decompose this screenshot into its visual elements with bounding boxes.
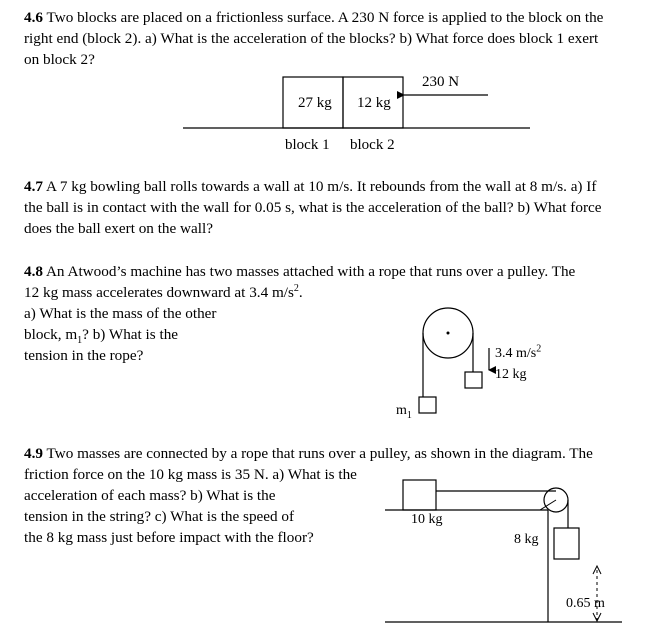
block-2-label: block 2 <box>350 137 395 153</box>
force-label: 230 N <box>422 74 460 90</box>
problem-number: 4.9 <box>24 445 43 462</box>
text-line: the ball is in contact with the wall for 0.05 s, what is the acceleration of the ball? b) What force <box>24 199 602 216</box>
text-line: tension in the rope? <box>24 347 144 364</box>
acceleration-label: 3.4 $m/s^2$ <box>495 343 542 361</box>
text-line: An Atwood’s machine has two masses attached with a rope that runs over a pulley. The <box>45 263 576 280</box>
m1-label: $m_1$ <box>396 403 412 421</box>
text-line: 12 kg mass accelerates downward at 3.4 $m/s^2$. <box>24 282 303 301</box>
problem-4-7-text <box>24 176 644 239</box>
text-line: block, $m_1$? b) What is the <box>24 326 179 347</box>
problem-4-8-text <box>24 261 644 366</box>
mass-8kg-label: 8 kg <box>514 532 539 547</box>
block-1-mass-label: 27 kg <box>298 95 332 111</box>
text-line: tension in the string? c) What is the speed of <box>24 508 295 525</box>
block-2-mass-label: 12 kg <box>357 95 391 111</box>
text-line: a) What is the mass of the other <box>24 305 217 322</box>
text-line: right end (block 2). a) What is the acceleration of the blocks? b) What force does block 1 exert <box>24 30 599 47</box>
text-line: acceleration of each mass? b) What is the <box>24 487 276 504</box>
block-1-label: block 1 <box>285 137 330 153</box>
problem-number: 4.8 <box>24 263 43 280</box>
text-line: friction force on the 10 kg mass is 35 N. a) What is the <box>24 466 357 483</box>
mass-12kg <box>465 372 482 388</box>
problem-number: 4.6 <box>24 9 43 26</box>
problem-number: 4.7 <box>24 178 43 195</box>
text-line: Two masses are connected by a rope that runs over a pulley, as shown in the diagram. The <box>46 445 593 462</box>
mass-12kg-label: 12 kg <box>495 367 527 382</box>
mass-10kg-label: 10 kg <box>411 512 443 527</box>
text-line: does the ball exert on the wall? <box>24 220 213 237</box>
height-label: 0.65 m <box>566 596 605 611</box>
text-line: Two blocks are placed on a frictionless surface. A 230 N force is applied to the block on the <box>46 9 604 26</box>
problem-4-9-text <box>24 443 644 548</box>
text-line: on block 2? <box>24 51 95 68</box>
text-line: A 7 kg bowling ball rolls towards a wall at 10 m/s. It rebounds from the wall at 8 m/s. a) If <box>45 178 597 195</box>
mass-m1 <box>419 397 436 413</box>
text-line: the 8 kg mass just before impact with the floor? <box>24 529 314 546</box>
